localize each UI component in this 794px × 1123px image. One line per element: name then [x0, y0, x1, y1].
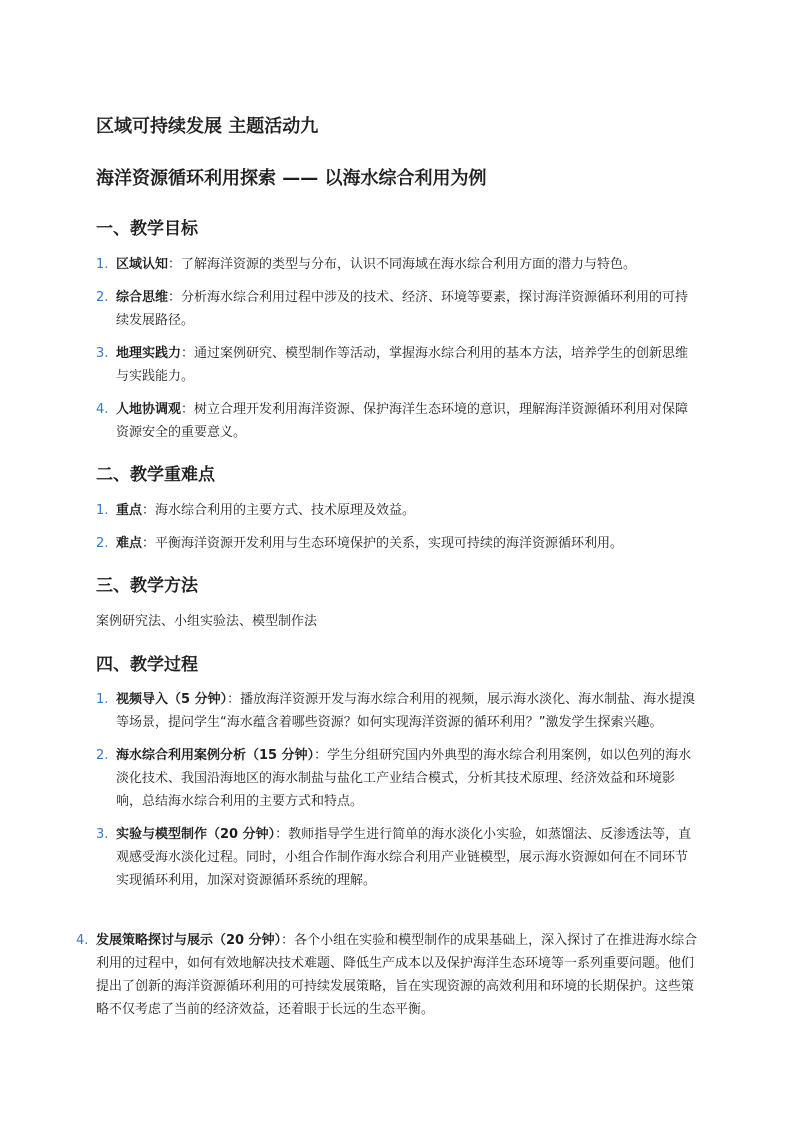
item-text: ：树立合理开发利用海洋资源、保护海洋生态环境的意识，理解海洋资源循环利用对保障资源安全的重要意义。 — [116, 402, 689, 440]
item-label: 难点 — [116, 536, 143, 551]
list-number: 1. — [96, 257, 109, 272]
list-item — [96, 342, 700, 388]
item-text: ：分析海水综合利用过程中涉及的技术、经济、环境等要素，探讨海洋资源循环利用的可持续发展路径。 — [116, 290, 689, 328]
list-number: 2. — [96, 290, 109, 305]
methods-text: 案例研究法、小组实验法、模型制作法 — [96, 614, 318, 629]
section-heading-process: 四、教学过程 — [96, 655, 198, 675]
goals-list — [96, 253, 700, 454]
item-text: ：教师指导学生进行简单的海水淡化小实验，如蒸馏法、反渗透法等，直观感受海水淡化过程。同时，小组合作制作海水综合利用产业链模型，展示海水资源如何在不同环节实现循环利用，加深对资源循环系统的理解。 — [116, 827, 692, 888]
list-item — [96, 532, 700, 555]
list-number: 4. — [96, 402, 109, 417]
item-label: 地理实践力 — [116, 346, 182, 361]
section-heading-keypoints: 二、教学重难点 — [96, 465, 215, 485]
list-item — [96, 744, 700, 813]
item-text: ：了解海洋资源的类型与分布，认识不同海域在海水综合利用方面的潜力与特色。 — [168, 257, 637, 272]
item-label: 实验与模型制作（20 分钟） — [116, 827, 276, 842]
document-subtitle: 海洋资源循环利用探索 —— 以海水综合利用为例 — [96, 168, 487, 189]
list-number: 4. — [76, 933, 89, 948]
item-label: 人地协调观 — [116, 402, 182, 417]
item-label: 重点 — [116, 503, 143, 518]
section-heading-goals: 一、教学目标 — [96, 219, 198, 239]
list-item — [76, 929, 702, 1021]
list-item — [96, 499, 700, 522]
item-text: ：海水综合利用的主要方式、技术原理及效益。 — [142, 503, 416, 518]
list-number: 3. — [96, 346, 109, 361]
keypoints-list — [96, 499, 700, 565]
item-text: ：播放海洋资源开发与海水综合利用的视频，展示海水淡化、海水制盐、海水提溴等场景，提问学生“海水蕴含着哪些资源？如何实现海洋资源的循环利用？”激发学生探索兴趣。 — [116, 692, 696, 730]
item-text: ：平衡海洋资源开发利用与生态环境保护的关系，实现可持续的海洋资源循环利用。 — [142, 536, 624, 551]
list-item — [96, 286, 700, 332]
list-number: 1. — [96, 503, 109, 518]
list-number: 2. — [96, 748, 109, 763]
document-title: 区域可持续发展 主题活动九 — [96, 116, 319, 137]
list-item — [96, 253, 700, 276]
list-item — [96, 688, 700, 734]
process-list — [96, 688, 700, 902]
item-text: ：各个小组在实验和模型制作的成果基础上，深入探讨了在推进海水综合利用的过程中，如何有效地解决技术难题、降低生产成本以及保护海洋生态环境等一系列重要问题。他们提出了创新的海洋资源循环利用的可持续发展策略，旨在实现资源的高效利用和环境的长期保护。这些策略不仅考虑了当前的经济效益，还着眼于长远的生态平衡。 — [96, 933, 698, 1017]
list-item — [96, 823, 700, 892]
list-number: 1. — [96, 692, 109, 707]
item-label: 区域认知 — [116, 257, 169, 272]
item-text: ：学生分组研究国内外典型的海水综合利用案例，如以色列的海水淡化技术、我国沿海地区的海水制盐与盐化工产业结合模式，分析其技术原理、经济效益和环境影响，总结海水综合利用的主要方式和特点。 — [116, 748, 692, 809]
section-heading-methods: 三、教学方法 — [96, 576, 198, 596]
item-label: 海水综合利用案例分析（15 分钟） — [116, 748, 315, 763]
item-label: 发展策略探讨与展示（20 分钟） — [96, 933, 282, 948]
list-number: 3. — [96, 827, 109, 842]
item-label: 综合思维 — [116, 290, 169, 305]
item-body — [76, 929, 702, 1021]
item-text: ：通过案例研究、模型制作等活动，掌握海水综合利用的基本方法，培养学生的创新思维与实践能力。 — [116, 346, 689, 384]
item-label: 视频导入（5 分钟） — [116, 692, 228, 707]
list-item — [96, 398, 700, 444]
list-number: 2. — [96, 536, 109, 551]
